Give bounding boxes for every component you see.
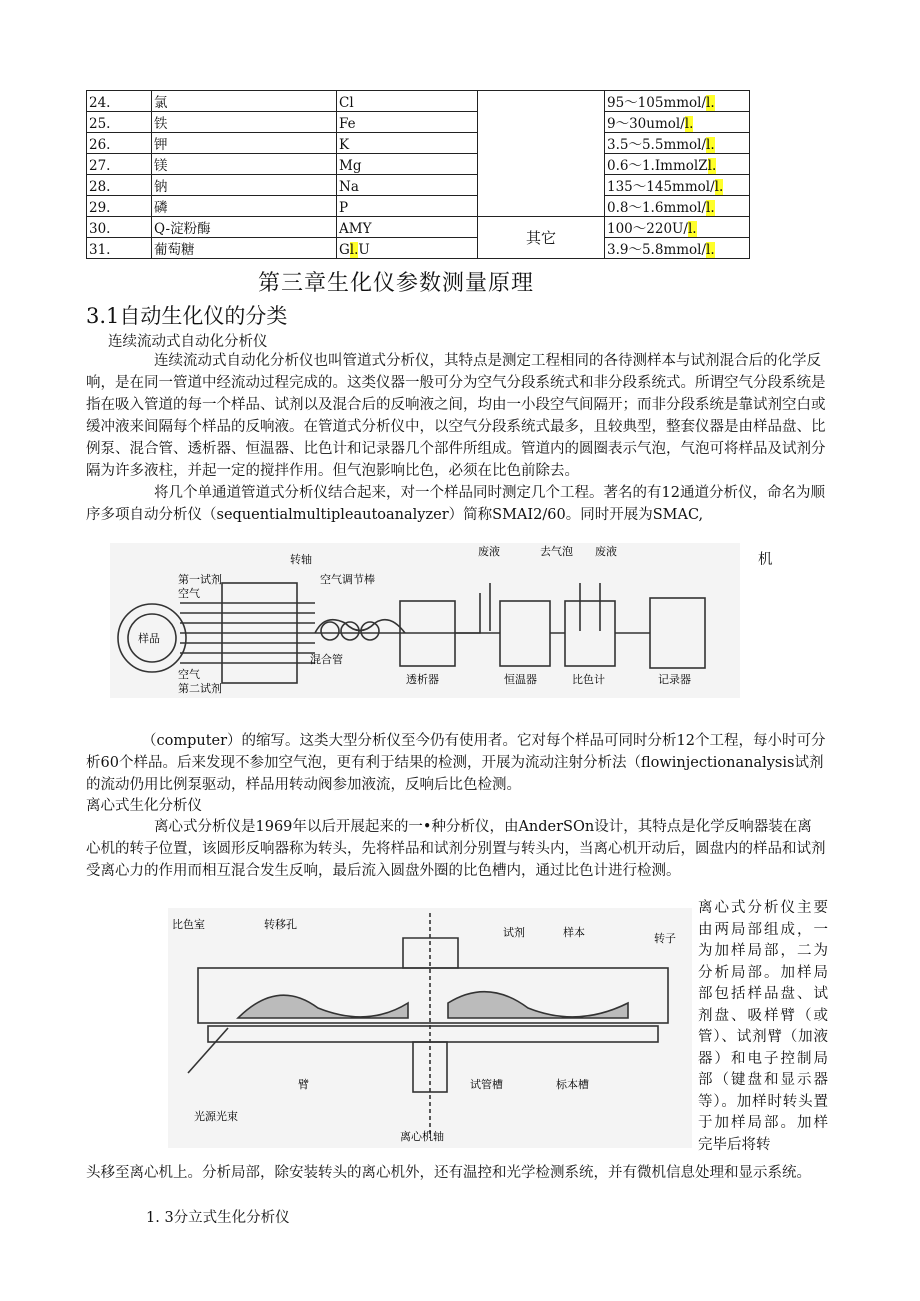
label-arm: 臂 [298,1078,309,1091]
table-row [87,133,750,154]
label-colorimeter: 比色计 [572,673,605,686]
label-reagent2: 第二试剂 [178,682,222,695]
coil-turn [341,622,359,640]
label-waste1: 废液 [478,545,500,558]
rotor-base [208,1026,658,1042]
label-air-bottom: 空气 [178,668,200,681]
subsection-heading: 离心式生化分析仪 [86,798,202,814]
label-cuvette-slot: 试管槽 [470,1078,503,1091]
item-symbol: Na [337,175,478,196]
chapter-title: 第三章生化仪参数测量原理 [258,271,535,296]
item-name: 氯 [152,91,337,112]
table-row [87,112,750,133]
reference-range: 3.9～5.8mmol/l. [605,238,750,259]
reference-range: 9～30umol/l. [605,112,750,133]
label-turn-axis: 转轴 [290,553,312,566]
label-mix-tube: 混合管 [310,653,343,666]
label-rotor: 转子 [654,932,676,945]
coil-turn [321,622,339,640]
side-text: 离心式分析仪主要由两局部组成，一为加样局部，二为分析局部。加样局部包括样品盘、试剂盘、吸样臂（或管）、试剂臂（加液器）和电子控制局部（键盘和显示器等）。加样时转头置于加样局部。加样完毕后将转 [698,900,828,1153]
row-number: 26. [87,133,152,154]
row-number: 30. [87,217,152,238]
item-symbol: Mg [337,154,478,175]
paragraph-text: 离心式分析仪是1969年以后开展起来的一•种分析仪，由AnderSOn设计，其特点是化学反响器装在离心机的转子位置，该圆形反响器称为转头，先将样品和试剂分别置与转头内，当离心机开动后，圆盘内的样品和试剂受离心力的作用而相互混合发生反响，最后流入圆盘外圈的比色槽内，通过比色计进行检测。 [86,819,826,879]
paragraph-text: 头移至离心机上。分析局部，除安装转头的离心机外，还有温控和光学检测系统，并有微机信息处理和显示系统。 [86,1165,811,1181]
label-air-adjust: 空气调节棒 [320,573,375,586]
subsection-heading: 连续流动式自动化分析仪 [108,334,268,350]
item-name: 葡萄糖 [152,238,337,259]
paragraph-text: 连续流动式自动化分析仪也叫管道式分析仪，其特点是测定工程相同的各待测样本与试剂混合后的化学反响，是在同一管道中经流动过程完成的。这类仪器一般可分为空气分段系统式和非分段系统式。所谓空气分段系统是指在吸入管道的每一个样品、试剂以及混合后的反响液之间，均由一小段空气间隔开；而非分段系统是靠试剂空白或缓冲液来间隔每个样品的反响液。在管道式分析仪中，以空气分段系统式最多，且较典型，整套仪器是由样品盘、比例泵、混合管、透析器、恒温器、比色计和记录器几个部件所组成。管道内的圆圈表示气泡，气泡可将样品及试剂分隔为许多液柱，并起一定的搅拌作用。但气泡影响比色，必须在比色前除去。 [86,353,826,479]
pump-tubes [180,603,315,663]
table-row [87,217,750,238]
label-air-top: 空气 [178,587,200,600]
item-name: Q-淀粉酶 [152,217,337,238]
reference-table [86,90,750,259]
paragraph-text: 将几个单通道管道式分析仪结合起来，对一个样品同时测定几个工程。著名的有12通道分析仪，命名为顺序多项自动分析仪（sequentialmultipleautoanalyzer）简称SMAI2/60。同时开展为SMAC, [86,485,825,523]
reference-range: 100～220U/l. [605,217,750,238]
row-number: 28. [87,175,152,196]
table-row [87,154,750,175]
paragraph [86,350,826,526]
item-symbol: Gl.U [337,238,478,259]
item-name: 钠 [152,175,337,196]
coil-turn [361,622,379,640]
label-centrifuge: 离心机轴 [400,1130,444,1143]
label-reagent1: 第一试剂 [178,573,222,586]
table-row [87,196,750,217]
category-cell-blank [478,91,605,217]
section-title: 3.1自动生化仪的分类 [86,304,288,328]
item-symbol: Fe [337,112,478,133]
item-name: 铁 [152,112,337,133]
label-sample: 样本 [563,926,585,939]
figure-trailing-char: 机 [758,552,773,568]
row-number: 29. [87,196,152,217]
sample-chamber-right [448,992,628,1018]
item-symbol: P [337,196,478,217]
recorder-box [650,598,705,668]
label-sample: 样品 [138,632,160,645]
table-row [87,175,750,196]
paragraph [86,1162,826,1184]
outlet-lines [490,583,600,631]
reference-range: 0.6～1.ImmolZl. [605,154,750,175]
reference-range: 135～145mmol/l. [605,175,750,196]
label-reagent: 试剂 [503,926,525,939]
item-name: 钾 [152,133,337,154]
paragraph-text: （computer）的缩写。这类大型分析仪至今仍有使用者。它对每个样品可同时分析12个工程，每小时可分析60个样品。后来发现不参加空气泡，更有利于结果的检测，开展为流动注射分析法（flowinjectionanalysis试剂的流动仍用比例泵驱动，样品用转动阀参加液流，反响后比色检测。 [86,733,826,793]
item-name: 磷 [152,196,337,217]
category-cell: 其它 [478,217,605,259]
table-row [87,238,750,259]
label-sample-slot: 标本槽 [556,1078,589,1091]
label-debubble: 去气泡 [540,545,573,558]
label-color-chamber: 比色室 [172,918,205,931]
item-symbol: Cl [337,91,478,112]
centrifugal-analyzer-diagram [168,908,692,1148]
paragraph [86,816,826,882]
colorimeter-box [565,601,615,666]
row-number: 31. [87,238,152,259]
sample-chamber-left [238,995,408,1018]
row-number: 25. [87,112,152,133]
label-thermostat: 恒温器 [504,673,537,686]
centrifugal-diagram-svg [168,908,692,1148]
reference-range: 3.5～5.5mmol/l. [605,133,750,154]
label-dialyzer: 透析器 [406,673,439,686]
label-transfer-hole: 转移孔 [264,918,297,931]
reference-range: 95～105mmol/l. [605,91,750,112]
subsection-heading: 1. 3分立式生化分析仪 [146,1210,290,1226]
item-symbol: AMY [337,217,478,238]
label-recorder: 记录器 [658,673,691,686]
label-waste2: 废液 [595,545,617,558]
row-number: 24. [87,91,152,112]
reference-range: 0.8～1.6mmol/l. [605,196,750,217]
item-symbol: K [337,133,478,154]
row-number: 27. [87,154,152,175]
paragraph [86,730,830,796]
label-light-beam: 光源光束 [194,1110,238,1123]
item-name: 镁 [152,154,337,175]
flow-diagram-svg [110,543,740,698]
thermostat-box [500,601,550,666]
continuous-flow-diagram [110,543,740,698]
table-row [87,91,750,112]
